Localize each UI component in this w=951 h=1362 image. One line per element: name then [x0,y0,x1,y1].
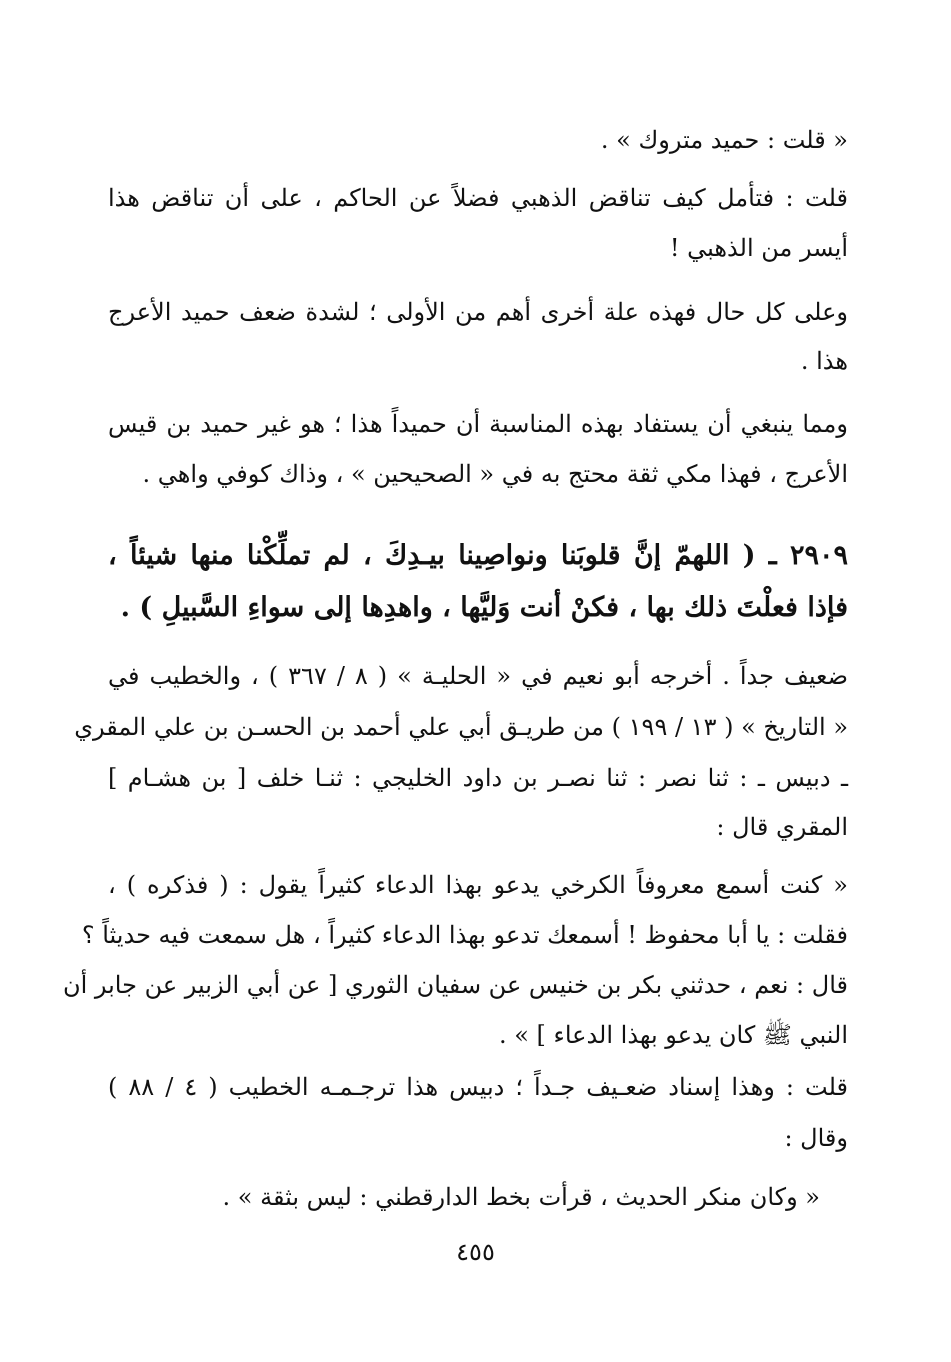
text-line: ومما ينبغي أن يستفاد بهذه المناسبة أن حميداً هذا ؛ هو غير حميد بن قيس [108,410,848,438]
text-line: « قلت : حميد متروك » . [600,126,848,154]
text-line: وعلى كل حال فهذه علة أخرى أهم من الأولى ؛ لشدة ضعف حميد الأعرج [108,298,848,326]
text-line: المقري قال : [716,813,848,841]
text-line: هذا . [800,347,848,375]
text-line: ـ دبيس ـ : ثنا نصر : ثنا نصـر بن داود الخليجي : ثنـا خلف [ بن هشـام ] [108,764,849,792]
paragraph-another-defect [108,300,848,380]
text-line: وقال : [784,1124,848,1152]
hadith-text-line: ٢٩٠٩ ـ ( اللهمّ إنَّ قلوبَنا ونواصِينا بيـدِكَ ، لم تملِّكْنا منها شيئاً ، [108,540,848,571]
text-line: « التاريخ » ( ١٣ / ١٩٩ ) من طريـق أبي علي أحمد بن الحسـن بن علي المقري [74,713,848,741]
paragraph-dhahabi-contradiction [108,186,848,266]
paragraph-daraqutni-quote [108,1185,848,1215]
paragraph-quote-hamid [108,128,848,158]
hadith-2909-heading [108,542,848,632]
hadith-text-line: فإذا فعلْتَ ذلك بها ، فكنْ أنت وَليَّها ، واهدِها إلى سواءِ السَّبيلِ ) . [120,592,848,623]
text-line: الأعرج ، فهذا مكي ثقة محتج به في « الصحيحين » ، وذاك كوفي واهي . [142,460,848,488]
text-line: أيسر من الذهبي ! [669,234,848,262]
text-line: « وكان منكر الحديث ، قرأت بخط الدارقطني : ليس بثقة » . [222,1183,820,1211]
paragraph-takhrij [74,662,849,844]
paragraph-isnad-weak [108,1075,848,1155]
text-line: النبي ﷺ كان يدعو بهذا الدعاء ] » . [498,1021,848,1049]
paragraph-hamid-distinction [108,412,848,492]
text-line: فقلت : يا أبا محفوظ ! أسمعك تدعو بهذا الدعاء كثيراً ، هل سمعت فيه حديثاً ؟ [81,921,848,949]
paragraph-marouf-narration [62,871,848,1053]
text-line: قلت : وهذا إسناد ضعـيف جـداً ؛ دبيس هذا ترجـمـه الخطيب ( ٤ / ٨٨ ) [108,1073,848,1101]
text-line: قال : نعم ، حدثني بكر بن خنيس عن سفيان الثوري [ عن أبي الزبير عن جابر أن [62,971,848,999]
text-line: قلت : فتأمل كيف تناقض الذهبي فضلاً عن الحاكم ، على أن تناقض هذا [108,184,849,212]
page-number: ٤٥٥ [456,1238,495,1266]
text-line: « كنت أسمع معروفاً الكرخي يدعو بهذا الدعاء كثيراً يقول : ( فذكره ) ، [108,871,848,899]
text-line: ضعيف جداً . أخرجه أبو نعيم في « الحليـة » ( ٨ / ٣٦٧ ) ، والخطيب في [108,662,849,690]
